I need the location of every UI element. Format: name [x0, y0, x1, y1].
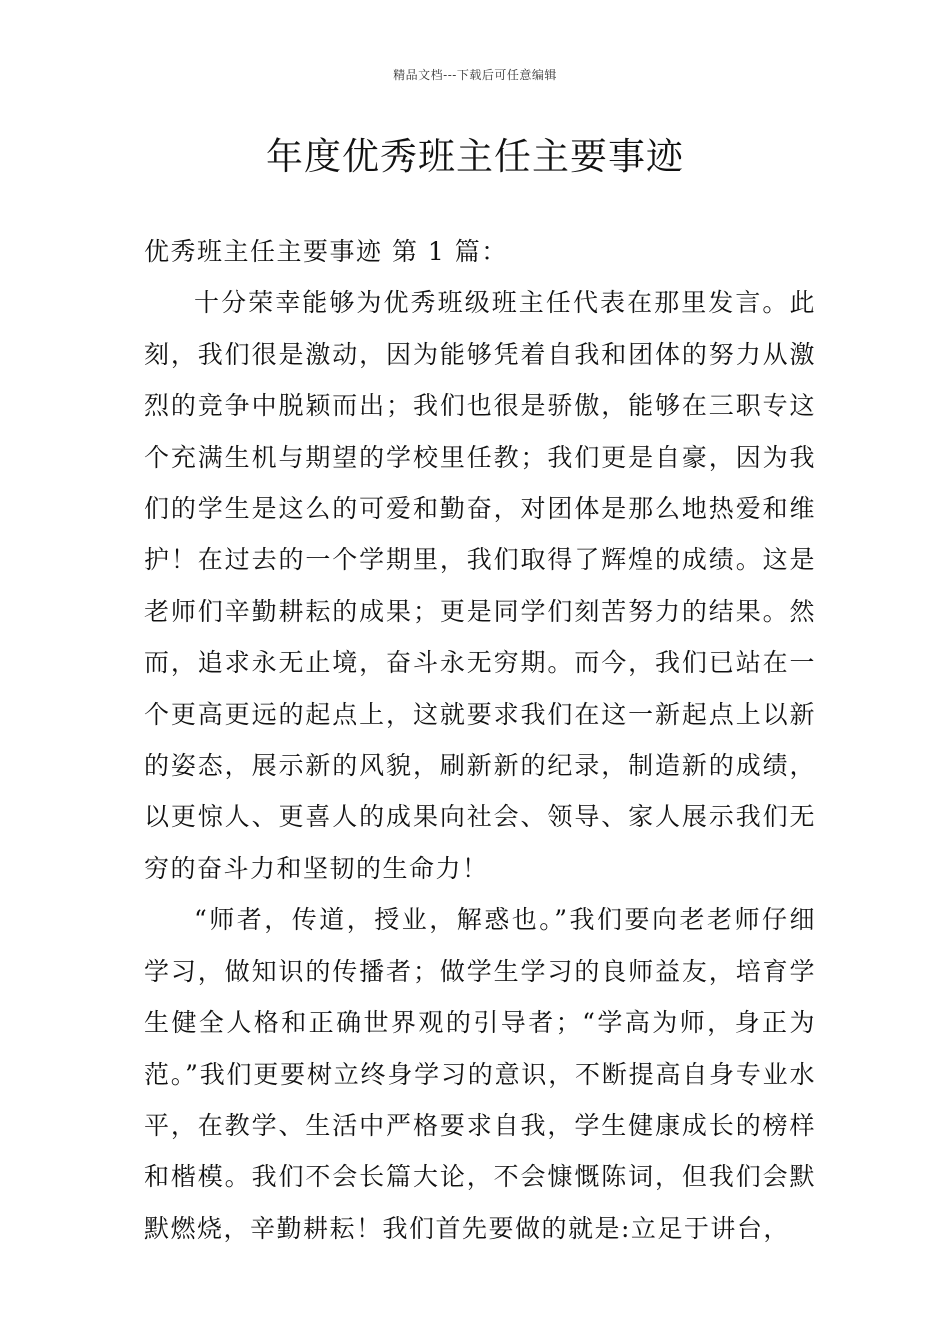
document-body: [144, 226, 816, 1254]
paragraph-2: “师者，传道，授业，解惑也。”我们要向老老师仔细学习，做知识的传播者；做学生学习的良师益友，培育学生健全人格和正确世界观的引导者；“学高为师，身正为范。”我们更要树立终身学习的意识，不断提高自身专业水平，在教学、生活中严格要求自我，学生健康成长的榜样和楷模。我们不会长篇大论，不会慷慨陈词，但我们会默默燃烧，辛勤耕耘！我们首先要做的就是:立足于讲台，: [144, 905, 816, 1243]
document-title: 年度优秀班主任主要事迹: [266, 135, 684, 178]
paragraph-1: 十分荣幸能够为优秀班级班主任代表在那里发言。此刻，我们很是激动，因为能够凭着自我和团体的努力从激烈的竞争中脱颖而出；我们也很是骄傲，能够在三职专这个充满生机与期望的学校里任教；我们更是自豪，因为我们的学生是这么的可爱和勤奋，对团体是那么地热爱和维护！在过去的一个学期里，我们取得了辉煌的成绩。这是老师们辛勤耕耘的成果；更是同学们刻苦努力的结果。然而，追求永无止境，奋斗永无穷期。而今，我们已站在一个更高更远的起点上，这就要求我们在这一新起点上以新的姿态，展示新的风貌，刷新新的纪录，制造新的成绩，以更惊人、更喜人的成果向社会、领导、家人展示我们无穷的奋斗力和坚韧的生命力！: [144, 288, 816, 883]
section-heading: 优秀班主任主要事迹 第 1 篇：: [144, 237, 508, 266]
header-note: 精品文档---下载后可任意编辑: [393, 68, 557, 82]
